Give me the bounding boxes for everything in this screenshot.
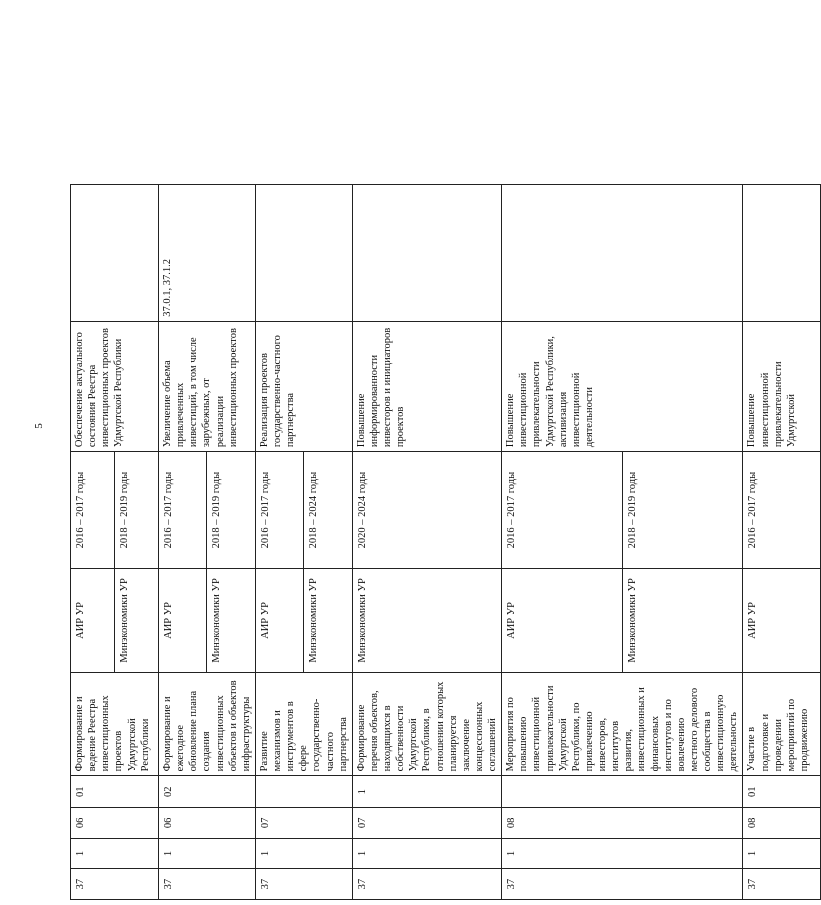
table-row: [502, 41, 743, 900]
code-c4: 01: [75, 786, 86, 797]
code-c3: 08: [502, 807, 742, 838]
code-c3: 07: [256, 807, 352, 838]
expected-result-cell: Повышение инвестиционной привлекательности Удмуртской Республики, активизация инвестиционной деятельности: [502, 321, 743, 451]
indicator-link-cell: [743, 184, 821, 321]
executor-name: Минэкономики УР: [356, 578, 368, 663]
code-c2: 1: [353, 838, 501, 869]
period-value: 2018 – 2019 годы: [114, 452, 158, 568]
indicator-link-cell: [352, 184, 501, 321]
code-c3: 07: [353, 807, 501, 838]
table-row: [352, 41, 501, 900]
code-cell: [255, 776, 352, 900]
period-value: 2016 – 2017 годы: [506, 471, 518, 549]
executor-cell: [743, 569, 821, 673]
code-cell: [71, 776, 159, 900]
indicator-link-cell: [71, 184, 159, 321]
executor-cell: [352, 569, 501, 673]
activity-name-cell: Участие в подготовке и проведении мероприятий по продвижению: [743, 672, 821, 776]
code-c4: 01: [747, 786, 759, 797]
expected-result-cell: Повышение инвестиционной привлекательности Удмуртской: [743, 321, 821, 451]
code-cell: [352, 776, 501, 900]
activity-name-cell: Формирование и ежегодное обновление плана создания инвестиционных объектов и объектов инфраструктуры: [159, 672, 256, 776]
executor-cell: [159, 569, 256, 673]
page-number: 5: [32, 423, 45, 429]
executor-cell: [255, 569, 352, 673]
activity-name-cell: Развитие механизмов и инструментов в сфере государственно-частного партнерства: [255, 672, 352, 776]
period-cell: [743, 452, 821, 569]
period-value: 2016 – 2017 годы: [163, 471, 174, 549]
code-c3: 06: [71, 807, 158, 838]
activity-name-cell: Формирование и ведение Реестра инвестиционных проектов Удмуртской Республики: [71, 672, 159, 776]
code-c2: 1: [71, 838, 158, 869]
period-value: 2016 – 2017 годы: [747, 471, 759, 549]
expected-result-cell: Повышение информированности инвесторов и инициаторов проектов: [352, 321, 501, 451]
code-c4: 1: [356, 789, 368, 795]
period-value: 2018 – 2019 годы: [622, 452, 743, 568]
executor-name: АИР УР: [163, 601, 174, 639]
executor-cell: [71, 569, 159, 673]
code-cell: [743, 776, 821, 900]
period-cell: [159, 452, 256, 569]
code-cell: [159, 776, 256, 900]
period-value: 2016 – 2017 годы: [75, 471, 86, 549]
code-c4: [256, 776, 352, 807]
code-cell: [502, 776, 743, 900]
executor-name: Минэкономики УР: [114, 569, 158, 672]
code-c2: 1: [256, 838, 352, 869]
rotated-table-container: [70, 40, 810, 900]
period-value: 2018 – 2019 годы: [206, 452, 254, 568]
executor-name: Минэкономики УР: [622, 569, 743, 672]
period-cell: [71, 452, 159, 569]
indicator-link-cell: [502, 184, 743, 321]
period-value: 2018 – 2024 годы: [303, 452, 351, 568]
executor-name: АИР УР: [506, 601, 518, 639]
period-cell: [502, 452, 743, 569]
period-value: 2020 – 2024 годы: [356, 471, 368, 549]
code-c1: 37: [159, 868, 255, 899]
executor-name: Минэкономики УР: [206, 569, 254, 672]
code-c1: 37: [743, 868, 820, 899]
code-c1: 37: [71, 868, 158, 899]
table-row: [255, 41, 352, 900]
table-row: [71, 41, 159, 900]
indicator-link-cell: [255, 184, 352, 321]
activity-name-cell: Формирование перечня объектов, находящихся в собственности Удмуртской Республики, в отношении которых планируется заключение концессионных соглашений: [352, 672, 501, 776]
table-row: [159, 41, 256, 900]
period-value: 2016 – 2017 годы: [259, 471, 271, 549]
code-c4: 02: [163, 786, 174, 797]
code-c1: 37: [502, 868, 742, 899]
indicator-link-cell: 37.0.1, 37.1.2: [159, 184, 256, 321]
period-cell: [255, 452, 352, 569]
code-c2: 1: [159, 838, 255, 869]
expected-result-cell: Обеспечение актуального состояния Реестра инвестиционных проектов Удмуртской Республики: [71, 321, 159, 451]
executor-name: АИР УР: [75, 601, 86, 639]
code-c1: 37: [256, 868, 352, 899]
period-cell: [352, 452, 501, 569]
executor-name: Минэкономики УР: [303, 569, 351, 672]
code-c2: 1: [743, 838, 820, 869]
table-row: [743, 41, 821, 900]
expected-result-cell: Увеличение объема привлеченных инвестиций, в том числе зарубежных, от реализации инвестиционных проектов: [159, 321, 256, 451]
code-c2: 1: [502, 838, 742, 869]
code-c3: 06: [159, 807, 255, 838]
code-c3: 08: [743, 807, 820, 838]
code-c1: 37: [353, 868, 501, 899]
program-table: [70, 40, 821, 900]
activity-name-cell: Мероприятия по повышению инвестиционной привлекательности Удмуртской Республики, по привлечению инвесторов, институтов развития, инвестиционных и финансовых институтов и по вовлечению местного делового сообщества в инвестиционную деятельность: [502, 672, 743, 776]
code-c4: [502, 776, 742, 807]
expected-result-cell: Реализация проектов государственно-частного партнерства: [255, 321, 352, 451]
executor-cell: [502, 569, 743, 673]
executor-name: АИР УР: [747, 601, 759, 639]
executor-name: АИР УР: [259, 601, 271, 639]
